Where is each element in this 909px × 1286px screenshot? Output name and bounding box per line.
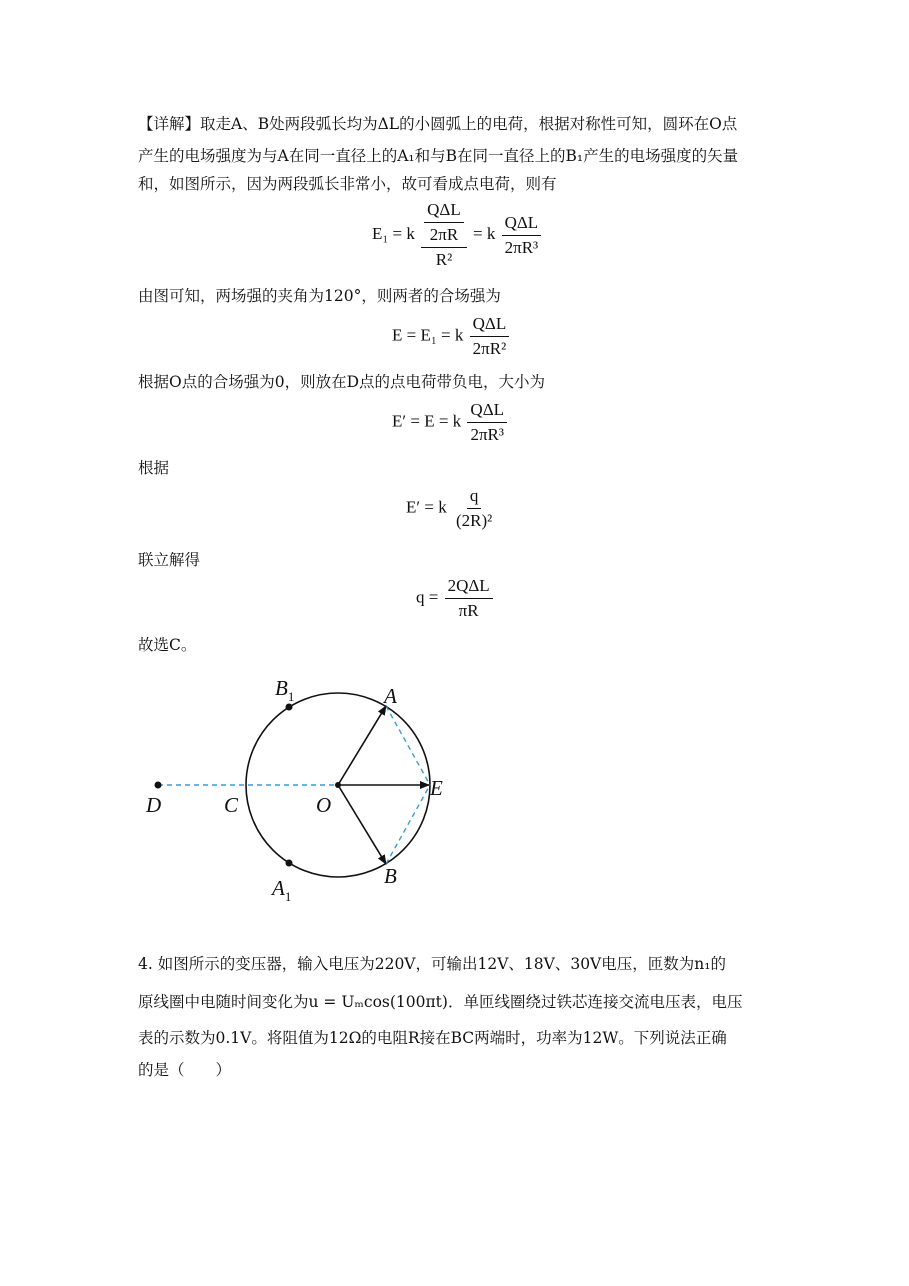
eq5-fraction — [445, 576, 493, 621]
label-a: A — [384, 684, 397, 708]
eq5-den: πR — [458, 601, 479, 620]
detail-line-7: 联立解得 — [138, 551, 201, 569]
detail-bracket-label: 【详解】 — [138, 115, 201, 133]
eq2-lhs: E = E₁ = k — [392, 325, 464, 345]
equation-3 — [392, 400, 509, 445]
eq1-inner-den: 2πR — [429, 225, 459, 244]
label-o: O — [316, 793, 332, 817]
eq3-fraction — [467, 400, 507, 445]
point-a1 — [286, 860, 293, 867]
eq2-fraction — [470, 314, 510, 359]
label-d: D — [146, 793, 162, 817]
eq2-num: QΔL — [470, 314, 510, 337]
detail-line-3: 和，如图所示，因为两段弧长非常小，故可看成点电荷，则有 — [138, 175, 557, 193]
eq1-right-den: 2πR³ — [504, 237, 539, 257]
dashed-line-a-to-e — [386, 706, 430, 785]
equation-5 — [416, 576, 495, 621]
detail-line-8: 故选C。 — [138, 636, 197, 654]
question-line-3: 表的示数为0.1V。将阻值为12Ω的电阻R接在BC两端时，功率为12W。下列说法正确 — [138, 1029, 727, 1047]
question-line-2: 原线圈中电随时间变化为u = Uₘcos(100πt)．单匝线圈绕过铁芯连接交流电压表，电压 — [138, 993, 743, 1011]
eq1-mid: = k — [473, 223, 496, 243]
electric-field-diagram — [130, 665, 470, 915]
label-c: C — [224, 793, 239, 817]
point-d — [155, 782, 162, 789]
eq5-lhs: q = — [416, 587, 439, 607]
label-b1: $B_1$ — [275, 676, 295, 704]
eq3-num: QΔL — [467, 400, 507, 423]
eq5-num: 2QΔL — [445, 576, 493, 599]
arrow-o-to-a — [338, 706, 386, 785]
eq4-den: (2R)² — [455, 511, 493, 530]
question-line-4: 的是（ ） — [138, 1061, 232, 1079]
label-a1: $A_1$ — [272, 876, 292, 904]
equation-2 — [392, 314, 511, 359]
detail-line-1 — [138, 114, 737, 134]
eq4-lhs: E′ = k — [406, 497, 447, 517]
eq4-num: q — [467, 486, 482, 509]
eq1-inner-num: QΔL — [424, 200, 464, 223]
eq1-main-fraction — [421, 200, 467, 270]
eq1-lhs: E₁ = k — [372, 223, 415, 243]
eq1-outer-den: R² — [435, 250, 453, 269]
label-b: B — [384, 864, 397, 888]
eq3-lhs: E′ = E = k — [392, 411, 462, 431]
detail-line-2: 产生的电场强度为与A在同一直径上的A₁和与B在同一直径上的B₁产生的电场强度的矢量 — [138, 147, 739, 165]
detail-text-1: 取走A、B处两段弧长均为ΔL的小圆弧上的电荷，根据对称性可知，圆环在O点 — [200, 115, 738, 133]
eq1-right-num: QΔL — [502, 213, 542, 236]
question-line-1: 4. 如图所示的变压器，输入电压为220V，可输出12V、18V、30V电压，匝数为n₁的 — [138, 955, 726, 973]
detail-line-4: 由图可知，两场强的夹角为120°，则两者的合场强为 — [138, 287, 501, 305]
point-b1 — [286, 704, 293, 711]
eq2-den: 2πR² — [472, 339, 507, 358]
equation-4 — [406, 486, 497, 531]
eq4-fraction — [453, 486, 495, 531]
eq1-inner-fraction — [421, 200, 467, 248]
detail-line-5: 根据O点的合场强为0，则放在D点的点电荷带负电，大小为 — [138, 373, 545, 391]
eq3-den: 2πR³ — [470, 425, 504, 444]
equation-1 — [372, 200, 543, 270]
arrow-o-to-b — [338, 785, 386, 864]
detail-line-6: 根据 — [138, 459, 170, 477]
eq1-right-fraction — [502, 213, 542, 258]
dashed-line-b-to-e — [386, 785, 430, 864]
label-e: E — [430, 776, 443, 800]
point-o — [335, 782, 341, 788]
